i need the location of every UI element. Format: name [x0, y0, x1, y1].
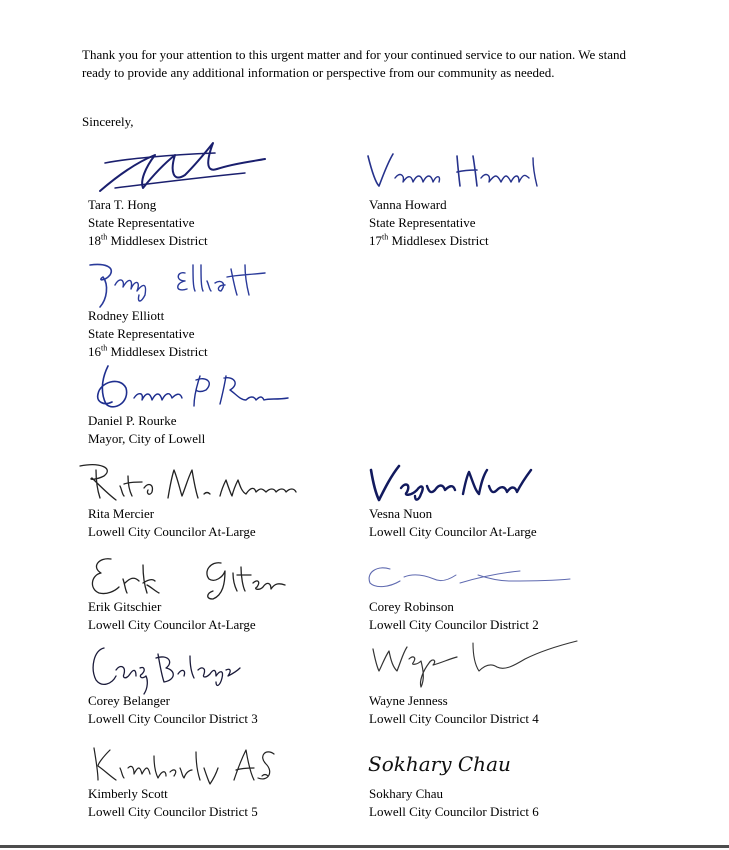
signer-title: Lowell City Councilor District 5 — [88, 804, 258, 819]
signature-kimberly-scott — [86, 740, 281, 788]
signer-title: State Representative — [88, 326, 195, 341]
signer-name: Sokhary Chau — [369, 786, 444, 801]
signer-title: Lowell City Councilor At-Large — [88, 617, 256, 632]
signature-rodney-elliott — [85, 255, 270, 310]
signer-name: Rita Mercier — [88, 506, 155, 521]
signer-district: 18th Middlesex District — [88, 232, 208, 248]
signer-block-rita-mercier — [88, 505, 256, 541]
signer-name: Vanna Howard — [369, 197, 447, 212]
signature-sokhary-chau: Sokhary Chau — [368, 752, 511, 776]
signer-block-corey-belanger — [88, 692, 258, 728]
signer-title: State Representative — [369, 215, 476, 230]
signer-title: Lowell City Councilor At-Large — [88, 524, 256, 539]
signer-district: 17th Middlesex District — [369, 232, 489, 248]
signer-name: Tara T. Hong — [88, 197, 157, 212]
signer-title: Lowell City Councilor District 4 — [369, 711, 539, 726]
signer-block-kimberly-scott — [88, 785, 258, 821]
signature-tara-hong — [95, 133, 270, 198]
signer-title: Lowell City Councilor District 3 — [88, 711, 258, 726]
signer-block-vanna-howard — [369, 196, 489, 250]
signature-erik-gitschier — [85, 553, 290, 603]
signer-block-corey-robinson — [369, 598, 539, 634]
signer-name: Rodney Elliott — [88, 308, 165, 323]
signer-name: Daniel P. Rourke — [88, 413, 177, 428]
signer-block-tara-hong — [88, 196, 208, 250]
signer-block-sokhary-chau — [369, 785, 539, 821]
signature-vesna-nuon — [365, 458, 535, 504]
signature-rita-mercier — [70, 458, 300, 504]
closing-paragraph: Thank you for your attention to this urgent matter and for your continued service to our nation. We stand ready to provide any additional information or perspective from our community as needed. — [82, 47, 626, 80]
page-bottom-divider — [0, 845, 729, 848]
signer-name: Corey Robinson — [369, 599, 454, 614]
signature-corey-robinson — [360, 555, 575, 595]
signer-title: Lowell City Councilor At-Large — [369, 524, 537, 539]
signer-block-rodney-elliott — [88, 307, 208, 361]
signer-block-wayne-jenness — [369, 692, 539, 728]
signer-district: 16th Middlesex District — [88, 343, 208, 359]
signer-name: Erik Gitschier — [88, 599, 162, 614]
signature-daniel-rourke — [90, 362, 290, 414]
signer-name: Kimberly Scott — [88, 786, 168, 801]
signature-corey-belanger — [86, 640, 246, 698]
valediction: Sincerely, — [82, 114, 134, 129]
signer-title: State Representative — [88, 215, 195, 230]
signer-title: Lowell City Councilor District 2 — [369, 617, 539, 632]
signature-wayne-jenness — [365, 635, 580, 690]
signer-name: Wayne Jenness — [369, 693, 448, 708]
signer-block-daniel-rourke — [88, 412, 205, 448]
signer-block-erik-gitschier — [88, 598, 256, 634]
signer-title: Lowell City Councilor District 6 — [369, 804, 539, 819]
signer-title: Mayor, City of Lowell — [88, 431, 206, 446]
signer-block-vesna-nuon — [369, 505, 537, 541]
signer-name: Vesna Nuon — [369, 506, 433, 521]
signature-vanna-howard — [365, 148, 545, 193]
signer-name: Corey Belanger — [88, 693, 170, 708]
